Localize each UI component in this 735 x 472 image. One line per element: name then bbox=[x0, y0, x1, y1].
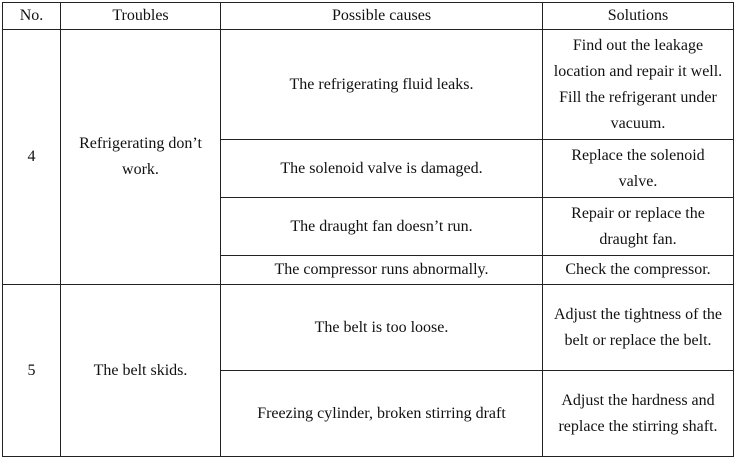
cause-cell: The solenoid valve is damaged. bbox=[221, 140, 543, 198]
header-no: No. bbox=[3, 3, 61, 30]
header-row bbox=[3, 3, 734, 30]
solution-cell: Check the compressor. bbox=[543, 256, 734, 285]
header-troubles: Troubles bbox=[61, 3, 221, 30]
trouble-cell bbox=[61, 30, 221, 285]
solution-text: Adjust the tightness of the belt or replace the belt. bbox=[554, 305, 722, 349]
trouble-number-cell: 5 bbox=[3, 285, 61, 457]
trouble-cell: The belt skids. bbox=[61, 285, 221, 457]
troubleshooting-table bbox=[2, 2, 734, 457]
trouble-number-cell: 4 bbox=[3, 30, 61, 285]
solution-cell bbox=[543, 371, 734, 457]
solution-text: Find out the leakage location and repair it well. Fill the refrigerant under vacuum. bbox=[553, 36, 723, 132]
solution-cell bbox=[543, 140, 734, 198]
cause-cell: The belt is too loose. bbox=[221, 285, 543, 371]
cause-cell: The refrigerating fluid leaks. bbox=[221, 30, 543, 140]
solution-text: Replace the solenoid valve. bbox=[571, 146, 705, 190]
header-possible-causes: Possible causes bbox=[221, 3, 543, 30]
cause-cell: The compressor runs abnormally. bbox=[221, 256, 543, 285]
cause-cell: Freezing cylinder, broken stirring draft bbox=[221, 371, 543, 457]
header-solutions: Solutions bbox=[543, 3, 734, 30]
table-row bbox=[3, 285, 734, 371]
trouble-text: Refrigerating don’t work. bbox=[79, 135, 202, 178]
solution-text: Repair or replace the draught fan. bbox=[571, 204, 705, 248]
solution-cell bbox=[543, 30, 734, 140]
solution-cell bbox=[543, 285, 734, 371]
solution-text: Adjust the hardness and replace the stirring shaft. bbox=[558, 391, 718, 435]
solution-cell bbox=[543, 198, 734, 256]
table-row bbox=[3, 30, 734, 140]
cause-cell: The draught fan doesn’t run. bbox=[221, 198, 543, 256]
